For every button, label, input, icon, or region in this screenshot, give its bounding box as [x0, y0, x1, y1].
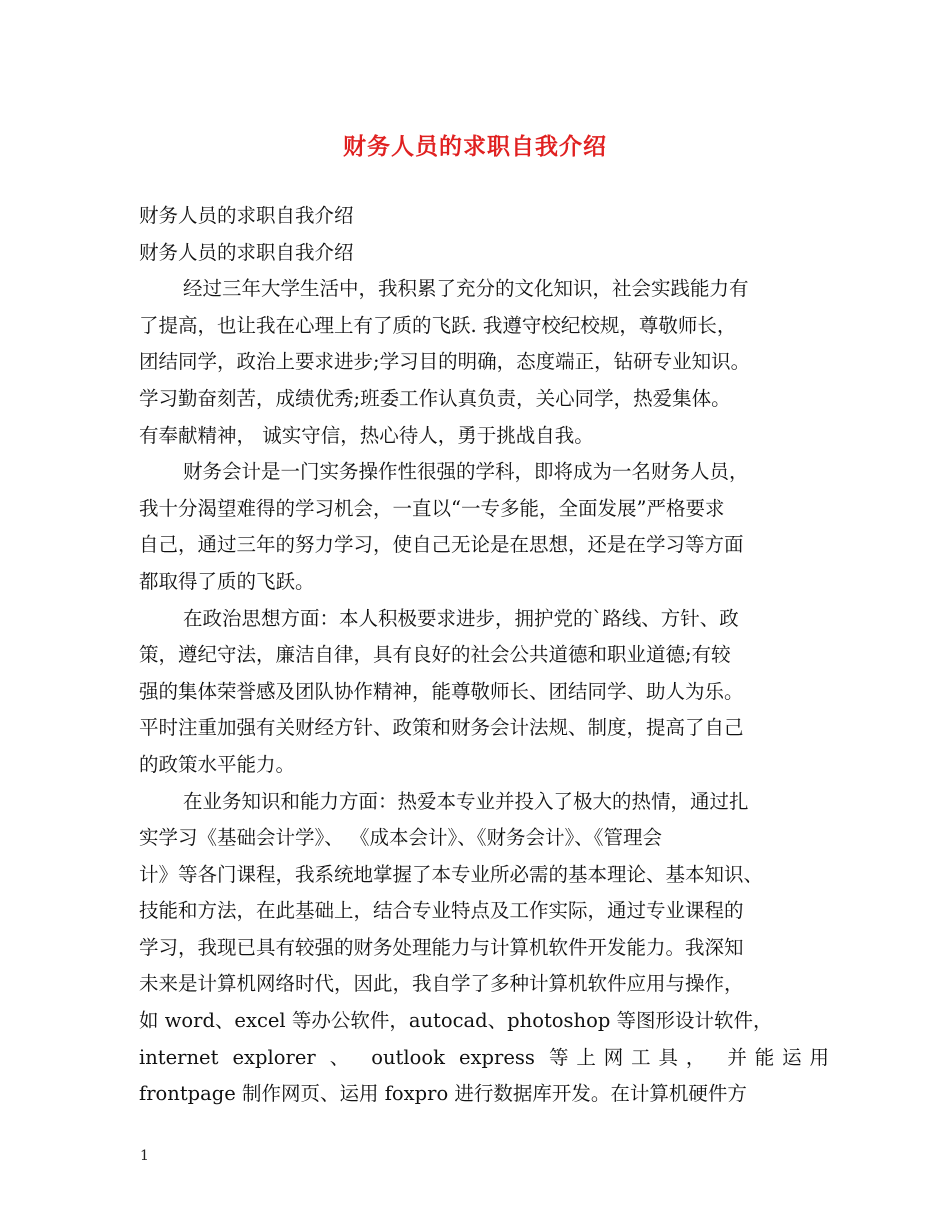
text-line: 的政策水平能力。	[139, 752, 296, 776]
text-line: 团结同学，政治上要求进步;学习目的明确，态度端正，钻研专业知识。	[139, 350, 751, 374]
text-line: frontpage 制作网页、运用 foxpro 进行数据库开发。在计算机硬件方	[139, 1082, 747, 1106]
text-line: 强的集体荣誉感及团队协作精神，能尊敬师长、团结同学、助人为乐。	[139, 679, 744, 703]
text-line: 了提高，也让我在心理上有了质的飞跃. 我遵守校纪校规，尊敬师长，	[139, 313, 737, 337]
document-body	[139, 198, 829, 1113]
text-line: 自己，通过三年的努力学习，使自己无论是在思想，还是在学习等方面	[139, 533, 744, 557]
text-line: 平时注重加强有关财经方针、政策和财务会计法规、制度，提高了自己	[139, 716, 744, 740]
text-line: 实学习《基础会计学》、 《成本会计》、《财务会计》、《管理会	[139, 826, 662, 850]
text-line: 有奉献精神， 诚实守信，热心待人，勇于挑战自我。	[139, 423, 594, 447]
paragraph-start-line: 在政治思想方面：本人积极要求进步，拥护党的`路线、方针、政	[183, 606, 739, 630]
text-line: 策，遵纪守法，廉洁自律，具有良好的社会公共道德和职业道德;有较	[139, 643, 731, 667]
text-line: 财务人员的求职自我介绍	[139, 204, 354, 227]
text-line: 财务人员的求职自我介绍	[139, 240, 354, 264]
text-line: 学习，我现已具有较强的财务处理能力与计算机软件开发能力。我深知	[139, 935, 744, 959]
text-line: 如 word、excel 等办公软件，autocad、photoshop 等图形设计软件，	[139, 1009, 773, 1033]
text-line: 我十分渴望难得的学习机会，一直以“一专多能，全面发展”严格要求	[139, 496, 725, 520]
text-line: internet explorer 、 outlook express 等上网工具， 并能运用	[139, 1045, 829, 1069]
document-title: 财务人员的求职自我介绍	[343, 133, 607, 160]
paragraph-start-line: 经过三年大学生活中，我积累了充分的文化知识，社会实践能力有	[183, 277, 749, 301]
text-line: 都取得了质的飞跃。	[139, 569, 315, 593]
text-line: 技能和方法，在此基础上，结合专业特点及工作实际，通过专业课程的	[139, 899, 744, 923]
text-line: 学习勤奋刻苦，成绩优秀;班委工作认真负责，关心同学，热爱集体。	[139, 386, 731, 410]
paragraph-start-line: 财务会计是一门实务操作性很强的学科，即将成为一名财务人员，	[183, 460, 749, 484]
page-number: 1	[140, 1148, 149, 1164]
text-line: 未来是计算机网络时代，因此，我自学了多种计算机软件应用与操作，	[139, 972, 744, 996]
text-line: 计》等各门课程，我系统地掌握了本专业所必需的基本理论、基本知识、	[139, 862, 764, 886]
paragraph-start-line: 在业务知识和能力方面：热爱本专业并投入了极大的热情，通过扎	[183, 789, 749, 813]
